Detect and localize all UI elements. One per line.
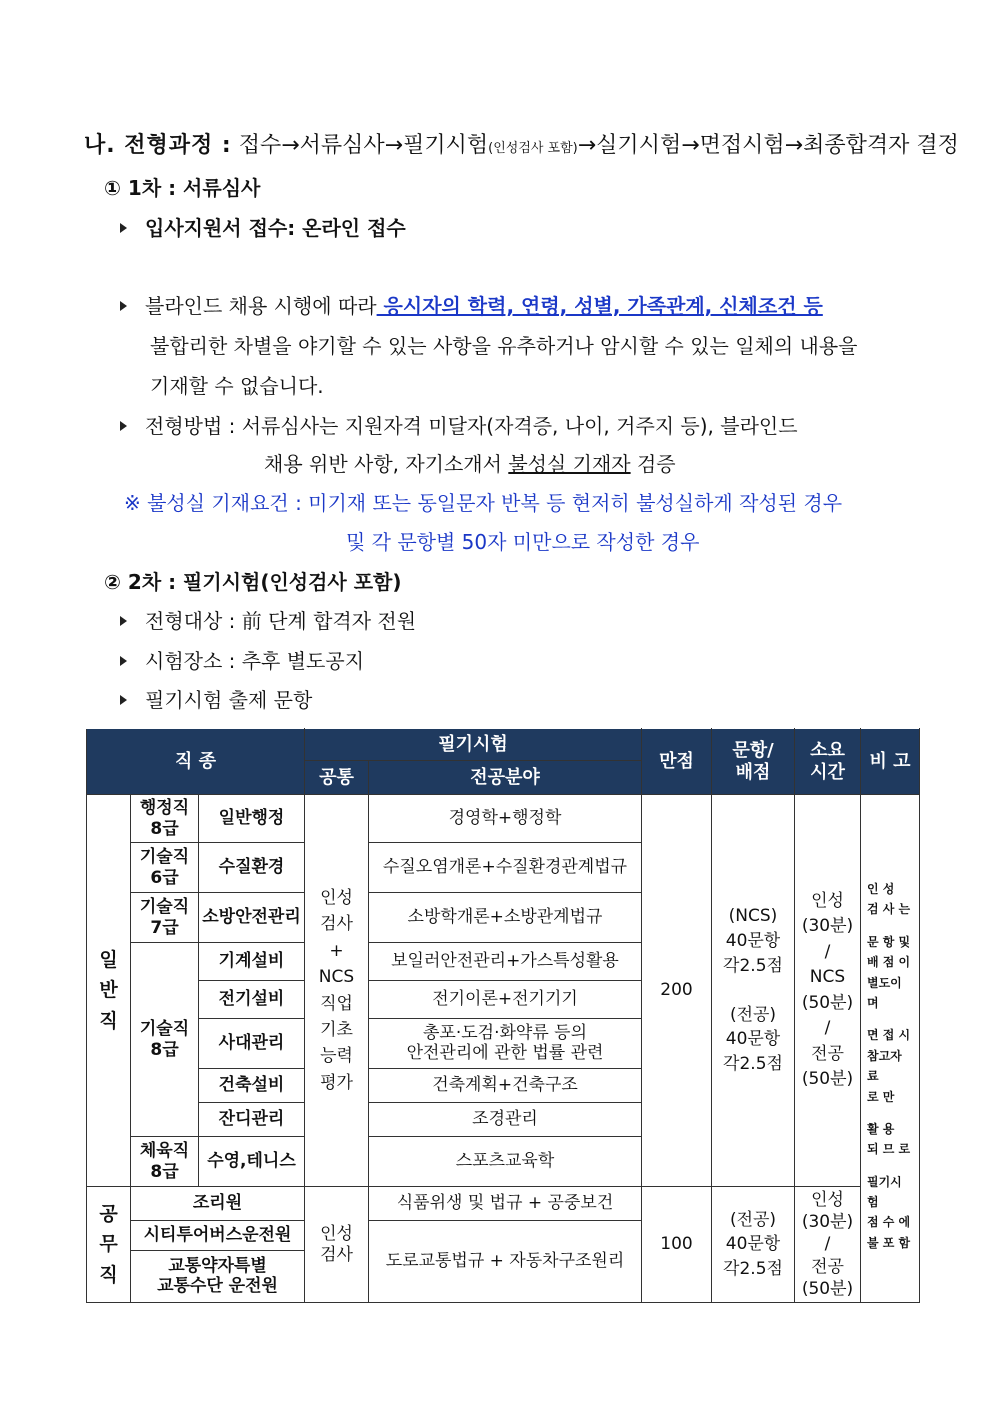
method-line2-pre: 채용 위반 사항, 자기소개서	[264, 452, 509, 476]
exam-table	[86, 728, 920, 1303]
field-cell: 수질환경	[199, 843, 305, 893]
header-time: 소요 시간	[795, 729, 861, 795]
grade-cell: 체육직 8급	[131, 1137, 199, 1187]
flow-part1: 접수→서류심사→필기시험	[238, 133, 489, 158]
apply-text: 입사지원서 접수: 온라인 접수	[145, 216, 406, 240]
major-cell: 스포츠교육학	[369, 1137, 642, 1187]
field-cell: 사대관리	[199, 1019, 305, 1069]
stage2-title: ② 2차 : 필기시험(인성검사 포함)	[104, 570, 402, 594]
general-items: (NCS) 40문항 각2.5점 (전공) 40문항 각2.5점	[712, 795, 795, 1187]
blind-bullet	[120, 290, 928, 319]
subjects-bullet	[120, 684, 312, 713]
field-cell: 건축설비	[199, 1069, 305, 1103]
header-remark: 비 고	[861, 729, 920, 795]
major-cell: 소방학개론+소방관계법규	[369, 893, 642, 943]
header-items: 문항/ 배점	[712, 729, 795, 795]
apply-bullet	[120, 212, 406, 241]
blind-line2: 불합리한 차별을 야기할 수 있는 사항을 유추하거나 암시할 수 있는 일체의 내용을	[150, 334, 858, 358]
method-line2-post: 검증	[630, 452, 676, 476]
field-cell: 기계설비	[199, 943, 305, 981]
blind-emphasis: 응시자의 학력, 연령, 성별, 가족관계, 신체조건 등	[376, 294, 823, 318]
bullet-triangle-icon	[120, 223, 127, 233]
grade-cell: 기술직 6급	[131, 843, 199, 893]
bullet-triangle-icon	[120, 301, 127, 311]
note-line1: ※ 불성실 기재요건 : 미기재 또는 동일문자 반복 등 현저히 불성실하게 작성된 경우	[124, 491, 843, 515]
remark-cell: 인 성 검 사 는 문 항 및 배 점 이 별도이며 면 접 시 참고자료 로 만 활 용 되 므 로 필기시험 점 수 에 불 포 함	[861, 795, 920, 1303]
public-time: 인성 (30분) / 전공 (50분)	[795, 1187, 861, 1303]
major-cell: 건축계획+건축구조	[369, 1069, 642, 1103]
major-cell: 수질오염개론+수질환경관계법규	[369, 843, 642, 893]
public-job-cell: 교통약자특별 교통수단 운전원	[131, 1251, 305, 1303]
major-cell: 전기이론+전기기기	[369, 981, 642, 1019]
stage1-title: ① 1차 : 서류심사	[104, 176, 261, 200]
field-cell: 수영,테니스	[199, 1137, 305, 1187]
bullet-triangle-icon	[120, 695, 127, 705]
general-common: 인성 검사 + NCS 직업 기초 능력 평가	[305, 795, 369, 1187]
major-cell: 보일러안전관리+가스특성활용	[369, 943, 642, 981]
section-heading-label: 나. 전형과정 :	[84, 133, 232, 158]
public-full: 100	[642, 1187, 712, 1303]
public-items: (전공) 40문항 각2.5점	[712, 1187, 795, 1303]
field-cell: 일반행정	[199, 795, 305, 843]
grade-cell: 기술직 8급	[131, 943, 199, 1137]
public-common: 인성 검사	[305, 1187, 369, 1303]
major-cell: 총포·도검·화약류 등의 안전관리에 관한 법률 관련	[369, 1019, 642, 1069]
header-job: 직 종	[87, 729, 305, 795]
note-line2: 및 각 문항별 50자 미만으로 작성한 경우	[346, 530, 700, 554]
header-major: 전공분야	[369, 761, 642, 795]
header-common: 공통	[305, 761, 369, 795]
subjects-text: 필기시험 출제 문항	[145, 688, 313, 712]
grade-cell: 기술직 7급	[131, 893, 199, 943]
field-cell: 소방안전관리	[199, 893, 305, 943]
method-line2	[264, 448, 676, 477]
group-public: 공 무 직	[87, 1187, 131, 1303]
major-cell: 식품위생 및 법규 + 공중보건	[369, 1187, 642, 1221]
grade-cell: 행정직 8급	[131, 795, 199, 843]
major-cell: 경영학+행정학	[369, 795, 642, 843]
target-bullet	[120, 605, 416, 634]
blind-line3: 기재할 수 없습니다.	[150, 374, 324, 398]
bullet-triangle-icon	[120, 421, 127, 431]
place-bullet	[120, 645, 364, 674]
group-general: 일 반 직	[87, 795, 131, 1187]
place-text: 시험장소 : 추후 별도공지	[145, 649, 365, 673]
general-time: 인성 (30분) / NCS (50분) / 전공 (50분)	[795, 795, 861, 1187]
public-job-cell: 조리원	[131, 1187, 305, 1221]
public-job-cell: 시티투어버스운전원	[131, 1221, 305, 1251]
target-text: 전형대상 : 前 단계 합격자 전원	[145, 609, 417, 633]
general-full: 200	[642, 795, 712, 1187]
header-full: 만점	[642, 729, 712, 795]
flow-small: (인성검사 포함)	[488, 141, 578, 156]
method-bullet	[120, 410, 798, 439]
section-heading	[84, 128, 959, 159]
major-cell: 조경관리	[369, 1103, 642, 1137]
flow-part2: →실기시험→면접시험→최종합격자 결정	[577, 133, 959, 158]
field-cell: 전기설비	[199, 981, 305, 1019]
blind-pre: 블라인드 채용 시행에 따라	[145, 294, 377, 318]
method-line2-underline: 불성실 기재자	[508, 452, 631, 476]
bullet-triangle-icon	[120, 656, 127, 666]
bullet-triangle-icon	[120, 616, 127, 626]
major-cell: 도로교통법규 + 자동차구조원리	[369, 1221, 642, 1303]
header-written: 필기시험	[305, 729, 642, 761]
field-cell: 잔디관리	[199, 1103, 305, 1137]
method-line1: 전형방법 : 서류심사는 지원자격 미달자(자격증, 나이, 거주지 등), 블라인드	[145, 414, 798, 438]
